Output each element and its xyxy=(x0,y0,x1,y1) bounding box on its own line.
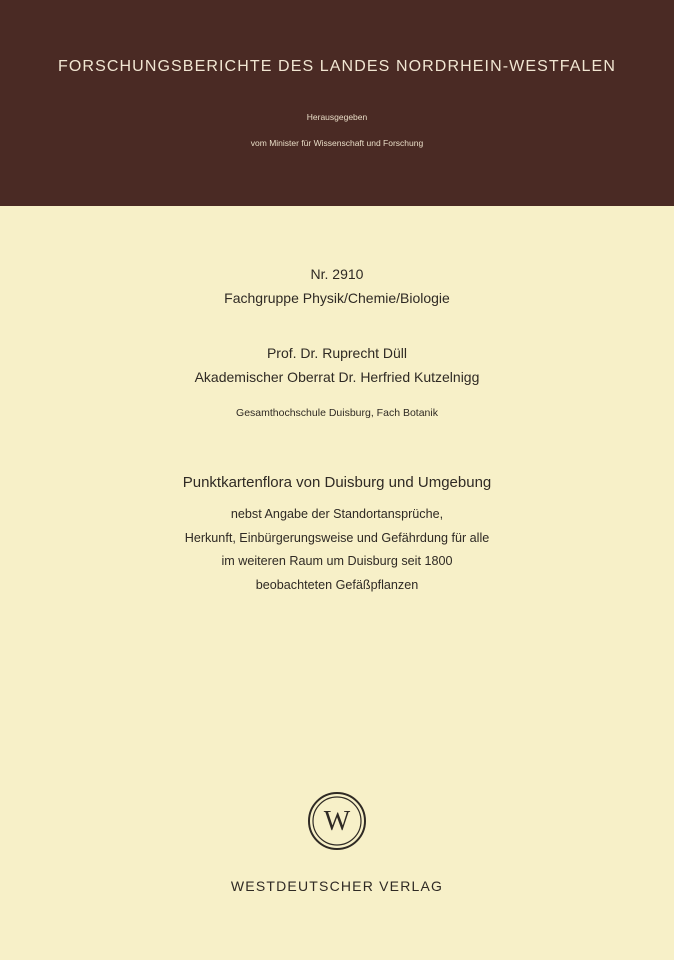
logo-letter: W xyxy=(323,806,351,837)
author-secondary: Akademischer Oberrat Dr. Herfried Kutzelnigg xyxy=(194,369,480,385)
author-primary: Prof. Dr. Ruprecht Düll xyxy=(266,345,408,361)
subtitle-line-3: im weiteren Raum um Duisburg seit 1800 xyxy=(221,554,453,568)
edited-label: Herausgegeben xyxy=(306,112,368,122)
institution: Gesamthochschule Duisburg, Fach Botanik xyxy=(236,407,438,419)
westdeutscher-verlag-logo-icon xyxy=(306,790,368,852)
publisher-name: WESTDEUTSCHER VERLAG xyxy=(230,878,444,894)
subtitle-line-1: nebst Angabe der Standortansprüche, xyxy=(230,507,444,521)
subject-group: Fachgruppe Physik/Chemie/Biologie xyxy=(224,290,450,306)
series-header-band xyxy=(0,0,674,206)
book-subtitle xyxy=(0,503,674,597)
edited-by: vom Minister für Wissenschaft und Forschung xyxy=(250,138,424,148)
series-title: FORSCHUNGSBERICHTE DES LANDES NORDRHEIN-WESTFALEN xyxy=(58,58,616,75)
subtitle-line-4: beobachteten Gefäßpflanzen xyxy=(255,577,419,592)
book-title: Punktkartenflora von Duisburg und Umgebung xyxy=(182,474,492,491)
report-number: Nr. 2910 xyxy=(310,266,364,282)
subtitle-line-2: Herkunft, Einbürgerungsweise und Gefährdung für alle xyxy=(184,530,490,545)
